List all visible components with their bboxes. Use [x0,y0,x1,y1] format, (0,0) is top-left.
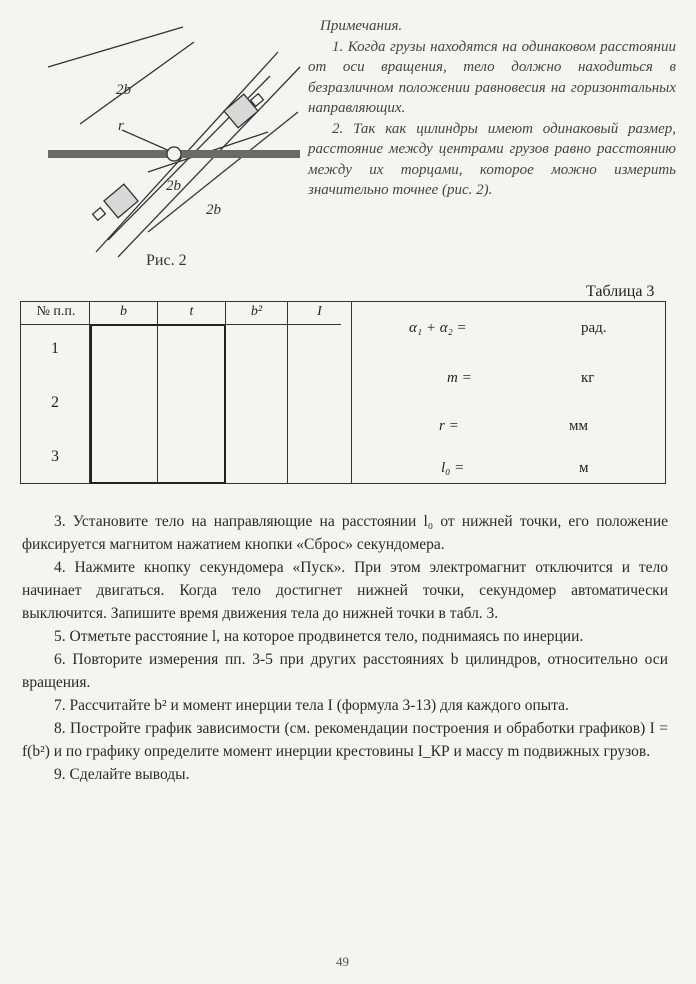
figure-2-diagram [38,12,308,274]
procedure-steps [22,510,668,786]
notes-block [308,16,676,201]
step-5: 5. Отметьте расстояние l, на которое продвинется тело, поднимаясь по инерции. [54,628,584,645]
param-distance-unit: м [579,460,589,476]
highlighted-data-box [90,324,226,484]
param-radius-unit: мм [569,418,588,434]
header-i: I [317,304,322,319]
header-number: № п.п. [36,304,76,319]
step-7: 7. Рассчитайте b² и момент инерции тела I (формула 3-13) для каждого опыта. [54,697,569,714]
page-number: 49 [336,954,349,969]
param-radius [439,418,588,435]
step-8: 8. Постройте график зависимости (см. рекомендации построения и обработки графиков) I = f(b²) и по графику определите момент инерции крестовины I_КР и массу m подвижных грузов. [22,720,668,760]
step-6: 6. Повторите измерения пп. 3-5 при других расстояниях b цилиндров, относительно оси вращения. [22,651,668,691]
header-t: t [189,304,194,319]
param-angle-label: α₁ + α₂ = [409,320,467,336]
step-3: 3. Установите тело на направляющие на расстоянии l₀ от нижней точки, его положение фиксируется магнитом нажатием кнопки «Сброс» секундомера. [22,513,668,553]
step-4: 4. Нажмите кнопку секундомера «Пуск». При этом электромагнит отключится и тело начинает двигаться. Когда тело достигнет нижней точки, секундомер автоматически выключится. Запишите время движения тела до нижней точки в табл. 3. [22,559,668,622]
header-b: b [120,304,127,319]
table-caption: Таблица 3 [586,283,655,300]
row-number-3: 3 [51,448,59,465]
results-table [20,301,666,484]
notes-heading: Примечания. [320,18,403,34]
label-2b-mid: 2b [166,178,181,194]
label-2b-right: 2b [206,202,221,218]
param-angle-unit: рад. [581,320,607,336]
param-mass [447,370,595,387]
row-number-2: 2 [51,394,59,411]
note-item-1: 1. Когда грузы находятся на одинаковом расстоянии от оси вращения, тело должно находиться в безразличном положении равновесия на горизонтальных направляющих. [308,38,676,116]
param-radius-label: r = [439,418,459,434]
label-r: r [118,118,124,134]
param-distance-label: l₀ = [441,460,465,476]
param-distance [441,460,589,477]
param-angle [409,320,607,337]
param-mass-unit: кг [581,370,595,386]
label-2b-top: 2b [116,82,131,98]
param-mass-label: m = [447,370,472,386]
row-number-1: 1 [51,340,59,357]
step-9: 9. Сделайте выводы. [54,766,190,783]
note-item-2: 2. Так как цилиндры имеют одинаковый размер, расстояние между центрами грузов равно расстоянию между их торцами, которое можно измерить значительно точнее (рис. 2). [308,120,676,198]
figure-caption: Рис. 2 [146,252,187,269]
header-b-squared: b² [250,304,263,319]
